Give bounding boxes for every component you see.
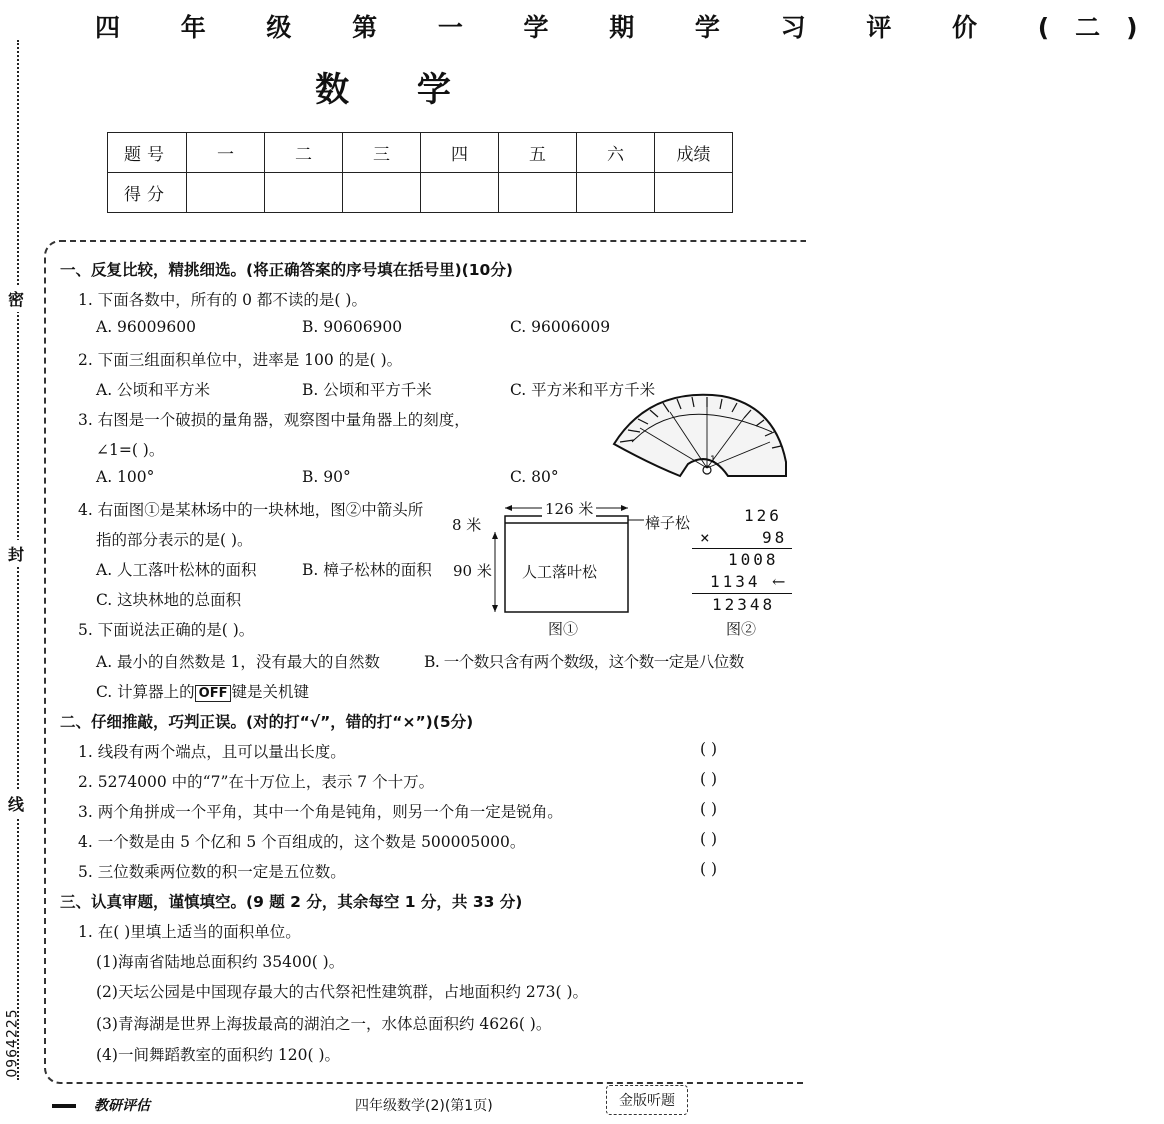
s3-q1-sub4[interactable]: (4)一间舞蹈教室的面积约 120( )。 [96,1046,340,1064]
calc-times-sign: × [700,528,713,547]
q1-text: 1. 下面各数中，所有的 0 都不读的是( )。 [78,291,367,309]
footer-bar [52,1104,76,1108]
q5-option-c[interactable] [96,680,309,702]
calc-multiplicand: 126 [744,506,782,525]
score-cell-header: 四 [421,133,499,173]
exam-title: 四 年 级 第 一 学 期 学 习 评 价 (二) [95,13,1164,42]
calc-multiplier: 98 [762,528,788,547]
fig1-caption: 图① [548,620,579,638]
calc-rule [692,593,792,594]
seal-char-feng: 封 [8,540,24,567]
calc-partial-2: 1134 [710,572,761,591]
score-input-cell[interactable] [655,173,733,213]
s2-item-5: 5. 三位数乘两位数的积一定是五位数。 [78,863,346,881]
q2-option-b[interactable]: B. 公顷和平方千米 [302,381,432,399]
q2-text: 2. 下面三组面积单位中，进率是 100 的是( )。 [78,351,403,369]
off-key-icon: OFF [195,685,232,702]
fig2-caption: 图② [726,620,757,638]
s2-item-2: 2. 5274000 中的“7”在十万位上，表示 7 个十万。 [78,773,435,791]
q4-text-line2: 指的部分表示的是( )。 [96,531,253,549]
s2-item-3: 3. 两个角拼成一个平角，其中一个角是钝角，则另一个角一定是锐角。 [78,803,563,821]
score-input-cell[interactable] [343,173,421,213]
s2-item-4: 4. 一个数是由 5 个亿和 5 个百组成的，这个数是 500005000。 [78,833,526,851]
fig1-inner-label: 人工落叶松 [522,563,598,581]
q1-option-b[interactable]: B. 90606900 [302,318,403,336]
section1-heading: 一、反复比较，精挑细选。(将正确答案的序号填在括号里)(10分) [60,261,513,279]
calc-rule [692,548,792,549]
seal-char-mi: 密 [8,285,24,312]
score-input-cell[interactable] [265,173,343,213]
q5-option-c-post: 键是关机键 [231,683,309,701]
protractor-figure [610,392,790,484]
score-cell-header: 二 [265,133,343,173]
q1-option-a[interactable]: A. 96009600 [96,318,196,336]
q4-text: 4. 右面图①是某林场中的一块林地，图②中箭头所 [78,501,424,519]
calc-partial-1: 1008 [728,550,779,569]
q5-option-a[interactable]: A. 最小的自然数是 1，没有最大的自然数 [96,653,380,671]
q2-option-c[interactable]: C. 平方米和平方千米 [510,381,656,399]
footer-right: 金版听题 [606,1085,688,1115]
s3-q1-sub1[interactable]: (1)海南省陆地总面积约 35400( )。 [96,953,345,971]
score-input-cell[interactable] [577,173,655,213]
q4-option-a[interactable]: A. 人工落叶松林的面积 [96,561,257,579]
s2-item-1: 1. 线段有两个端点，且可以量出长度。 [78,743,346,761]
s2-answer-4[interactable]: ( ) [700,830,718,848]
q3-option-c[interactable]: C. 80° [510,468,559,486]
s3-q1-text: 1. 在( )里填上适当的面积单位。 [78,923,301,941]
calc-arrow-icon: ← [772,572,786,591]
fig1-top-dim: 126 米 [542,498,596,519]
score-cell-header: 五 [499,133,577,173]
score-input-cell[interactable] [187,173,265,213]
section2-heading: 二、仔细推敲，巧判正误。(对的打“√”，错的打“×”)(5分) [60,713,474,731]
q4-option-c[interactable]: C. 这块林地的总面积 [96,591,242,609]
fig1-side-label: 樟子松 [645,514,691,532]
fig1-dim-8m: 8 米 [452,516,482,534]
s2-answer-1[interactable]: ( ) [700,740,718,758]
score-cell-label: 题号 [108,133,187,173]
s3-q1-sub2[interactable]: (2)天坛公园是中国现存最大的古代祭祀性建筑群，占地面积约 273( )。 [96,983,588,1001]
s2-answer-5[interactable]: ( ) [700,860,718,878]
footer-page: 四年级数学(2)(第1页) [355,1098,493,1114]
score-table-header-row [108,133,733,173]
s2-answer-2[interactable]: ( ) [700,770,718,788]
angle-label: 1 [710,455,716,465]
serial-number: 0964225 [4,1008,21,1078]
q3-option-b[interactable]: B. 90° [302,468,351,486]
s2-answer-3[interactable]: ( ) [700,800,718,818]
subject-title: 数 学 [315,70,479,110]
q4-option-b[interactable]: B. 樟子松林的面积 [302,561,432,579]
q3-text-line2: ∠1=( )。 [96,441,165,459]
score-cell-header: 三 [343,133,421,173]
q2-option-a[interactable]: A. 公顷和平方米 [96,381,211,399]
s3-q1-sub3[interactable]: (3)青海湖是世界上海拔最高的湖泊之一，水体总面积约 4626( )。 [96,1015,552,1033]
q5-option-b[interactable]: B. 一个数只含有两个数级，这个数一定是八位数 [424,653,744,671]
seal-char-xian: 线 [8,790,24,817]
score-table [107,132,733,213]
q5-option-c-pre: C. 计算器上的 [96,683,195,701]
q3-text: 3. 右图是一个破损的量角器，观察图中量角器上的刻度， [78,411,470,429]
score-cell-header: 六 [577,133,655,173]
q3-option-a[interactable]: A. 100° [96,468,155,486]
section3-heading: 三、认真审题，谨慎填空。(9 题 2 分，其余每空 1 分，共 33 分) [60,893,523,911]
fig1-dim-90m: 90 米 [453,562,492,580]
score-cell-header: 一 [187,133,265,173]
score-cell-label: 得分 [108,173,187,213]
score-cell-header: 成绩 [655,133,733,173]
score-input-cell[interactable] [421,173,499,213]
score-input-cell[interactable] [499,173,577,213]
q1-option-c[interactable]: C. 96006009 [510,318,611,336]
footer-left: 教研评估 [94,1098,150,1114]
score-table-score-row [108,173,733,213]
calc-product: 12348 [712,595,776,614]
q5-text: 5. 下面说法正确的是( )。 [78,621,255,639]
